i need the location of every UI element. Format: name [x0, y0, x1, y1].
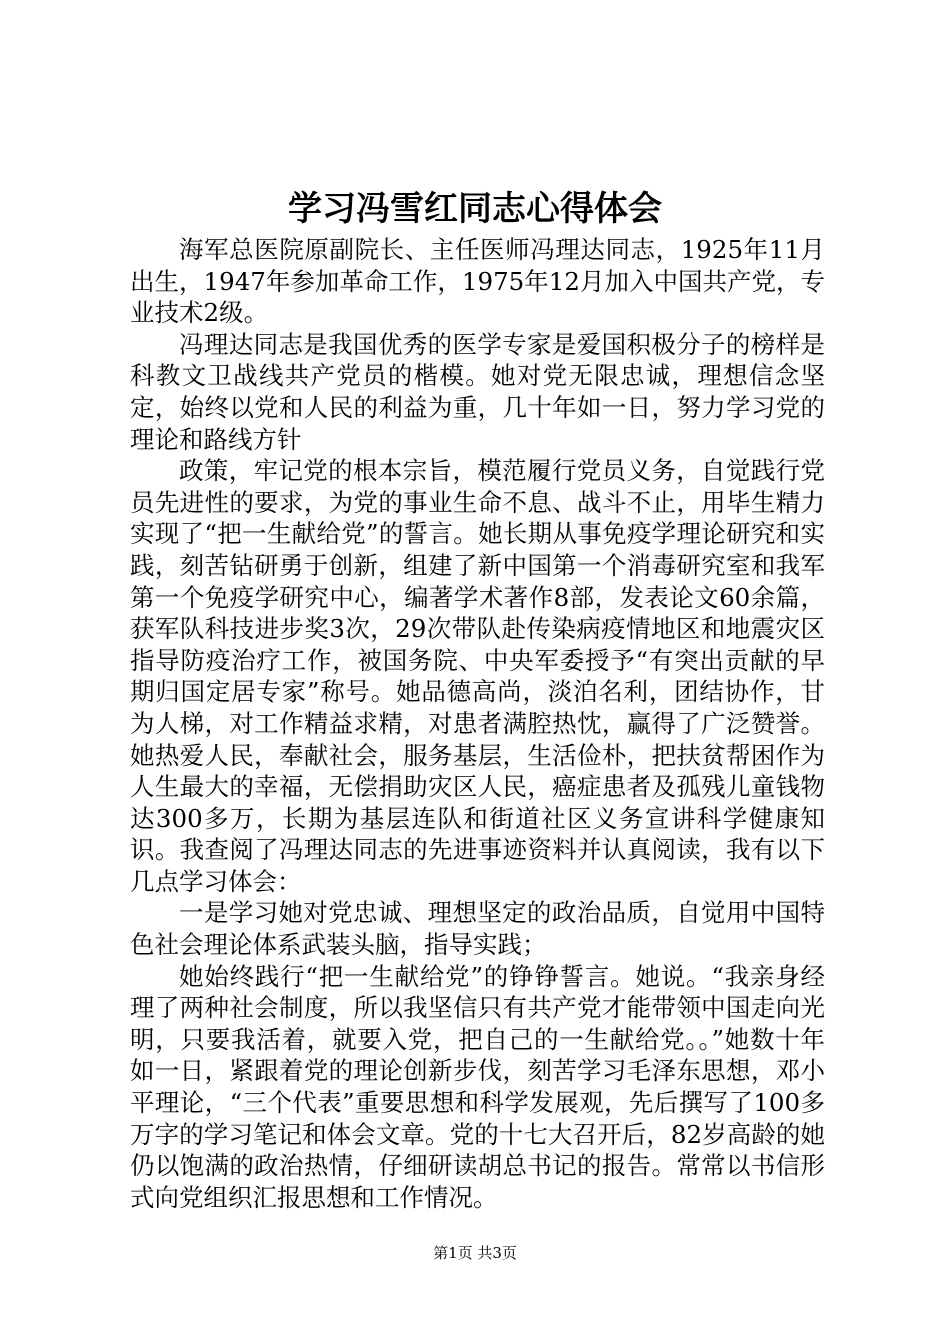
document-title: 学习冯雪红同志心得体会	[288, 189, 662, 229]
paragraph-4: 一是学习她对党忠诚、理想坚定的政治品质，自觉用中国特色社会理论体系武装头脑，指导实践；	[130, 898, 825, 960]
paragraph-2: 冯理达同志是我国优秀的医学专家是爱国积极分子的榜样是科教文卫战线共产党员的楷模。她对党无限忠诚，理想信念坚定，始终以党和人民的利益为重，几十年如一日，努力学习党的理论和路线方针	[130, 329, 825, 454]
page-number-footer: 第1页 共3页	[433, 1244, 517, 1262]
document-body	[130, 234, 825, 1213]
paragraph-1: 海军总医院原副院长、主任医师冯理达同志，1925年11月出生，1947年参加革命工作，1975年12月加入中国共产党，专业技术2级。	[130, 235, 825, 328]
paragraph-5: 她始终践行“把一生献给党”的铮铮誓言。她说。“我亲身经理了两种社会制度，所以我坚信只有共产党才能带领中国走向光明，只要我活着，就要入党，把自己的一生献给党。。”她数十年如一日，紧跟着党的理论创新步伐，刻苦学习毛泽东思想，邓小平理论，“三个代表”重要思想和科学发展观，先后撰写了100多万字的学习笔记和体会文章。党的十七大召开后，82岁高龄的她仍以饱满的政治热情，仔细研读胡总书记的报告。常常以书信形式向党组织汇报思想和工作情况。	[130, 961, 825, 1212]
paragraph-3: 政策，牢记党的根本宗旨，模范履行党员义务，自觉践行党员先进性的要求，为党的事业生命不息、战斗不止，用毕生精力实现了“把一生献给党”的誓言。她长期从事免疫学理论研究和实践，刻苦钻研勇于创新，组建了新中国第一个消毒研究室和我军第一个免疫学研究中心，编著学术著作8部，发表论文60余篇，获军队科技进步奖3次，29次带队赴传染病疫情地区和地震灾区指导防疫治疗工作，被国务院、中央军委授予“有突出贡献的早期归国定居专家”称号。她品德高尚，淡泊名利，团结协作，甘为人梯，对工作精益求精，对患者满腔热忱，赢得了广泛赞誉。她热爱人民，奉献社会，服务基层，生活俭朴，把扶贫帮困作为人生最大的幸福，无偿捐助灾区人民，癌症患者及孤残儿童钱物达300多万，长期为基层连队和街道社区义务宣讲科学健康知识。我查阅了冯理达同志的先进事迹资料并认真阅读，我有以下几点学习体会：	[130, 456, 825, 896]
